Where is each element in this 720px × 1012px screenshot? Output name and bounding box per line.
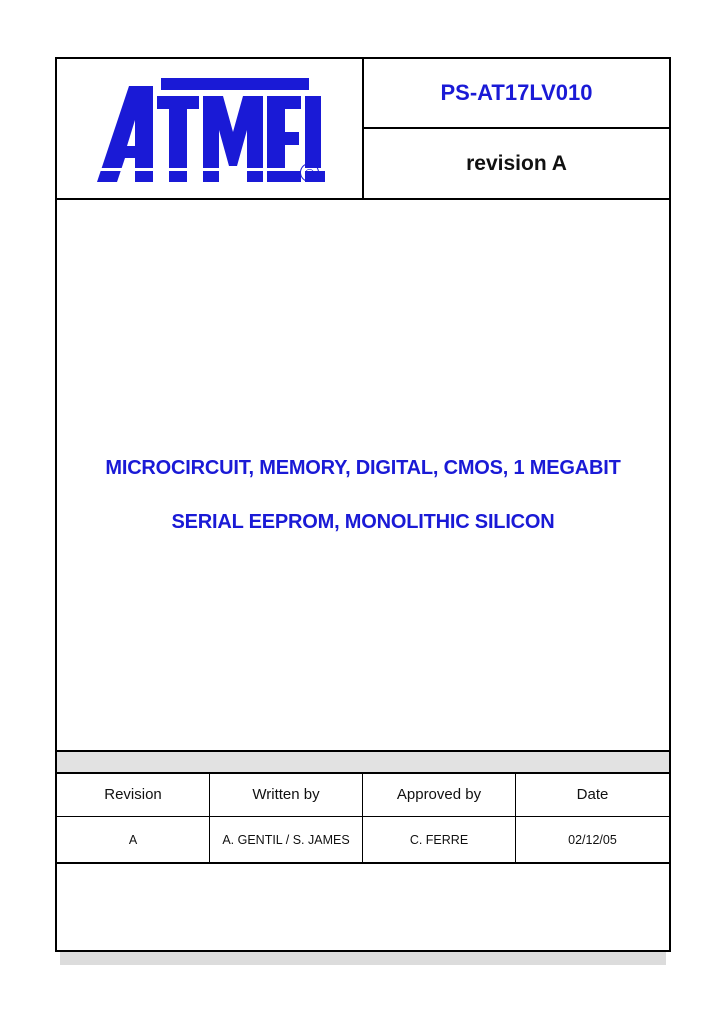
table-row	[57, 817, 669, 862]
cell-date: 02/12/05	[568, 832, 617, 847]
separator-band	[57, 750, 669, 774]
title-line-2: SERIAL EEPROM, MONOLITHIC SILICON	[171, 511, 555, 533]
header	[57, 59, 669, 200]
header-written-by: Written by	[210, 772, 363, 816]
cell-approved-by: C. FERRE	[363, 817, 516, 862]
registered-mark-icon: ®	[300, 163, 319, 182]
atmel-logo	[95, 72, 325, 187]
cell-written-by: A. GENTIL / S. JAMES	[210, 817, 363, 862]
logo-cell	[57, 59, 364, 198]
cell-revision: A	[57, 817, 210, 862]
revision-label: revision A	[466, 151, 567, 175]
header-approved-by: Approved by	[363, 772, 516, 816]
document-id: PS-AT17LV010	[364, 59, 669, 129]
document-page	[55, 57, 671, 952]
revision-table	[57, 772, 669, 864]
title-line-1: MICROCIRCUIT, MEMORY, DIGITAL, CMOS, 1 MEGABIT	[105, 457, 621, 479]
header-revision: Revision	[57, 772, 210, 816]
header-date: Date	[576, 785, 609, 803]
table-header-row	[57, 772, 669, 817]
